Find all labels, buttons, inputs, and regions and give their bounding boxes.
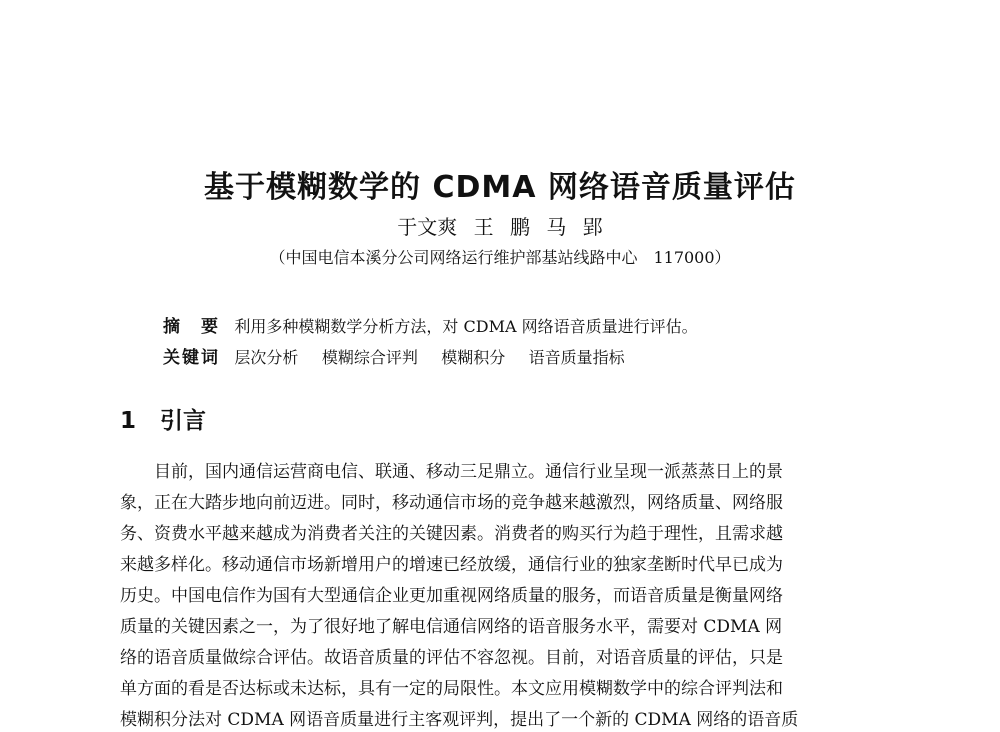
body-line: 模糊积分法对 CDMA 网语音质量进行主客观评判，提出了一个新的 CDMA 网络的语音质: [120, 710, 799, 730]
paper-authors: 于文爽 王 鹏 马 郢: [397, 215, 603, 239]
section-number: 1: [120, 408, 137, 434]
keyword: 模糊综合评判: [321, 348, 418, 367]
section-heading: [120, 405, 206, 437]
keywords: [163, 345, 643, 371]
body-line: 象，正在大踏步地向前迈进。同时，移动通信市场的竞争越来越激烈，网络质量、网络服: [120, 493, 783, 513]
body-line: 质量的关键因素之一，为了很好地了解电信通信网络的语音服务水平，需要对 CDMA 网: [120, 617, 783, 637]
paper-affiliation: （中国电信本溪分公司网络运行维护部基站线路中心 117000）: [269, 248, 731, 267]
abstract-label: 摘 要: [163, 317, 220, 337]
body-line: 目前，国内通信运营商电信、联通、移动三足鼎立。通信行业呈现一派蒸蒸日上的景: [120, 462, 783, 482]
keyword: 模糊积分: [441, 348, 506, 367]
body-line: 单方面的看是否达标或未达标，具有一定的局限性。本文应用模糊数学中的综合评判法和: [120, 679, 783, 699]
paper-title: 基于模糊数学的 CDMA 网络语音质量评估: [204, 170, 796, 205]
keywords-label: 关键词: [163, 348, 220, 368]
body-line: 务、资费水平越来越成为消费者关注的关键因素。消费者的购买行为趋于理性，且需求越: [120, 524, 783, 544]
abstract: [163, 314, 698, 340]
abstract-text: 利用多种模糊数学分析方法，对 CDMA 网络语音质量进行评估。: [234, 317, 698, 336]
body-line: 历史。中国电信作为国有大型通信企业更加重视网络质量的服务，而语音质量是衡量网络: [120, 586, 783, 606]
body-line: 络的语音质量做综合评估。故语音质量的评估不容忽视。目前，对语音质量的评估，只是: [120, 648, 783, 668]
keyword: 层次分析: [234, 348, 299, 367]
body-line: 来越多样化。移动通信市场新增用户的增速已经放缓，通信行业的独家垄断时代早已成为: [120, 555, 783, 575]
section-title: 引言: [160, 408, 206, 434]
keyword: 语音质量指标: [528, 348, 625, 367]
